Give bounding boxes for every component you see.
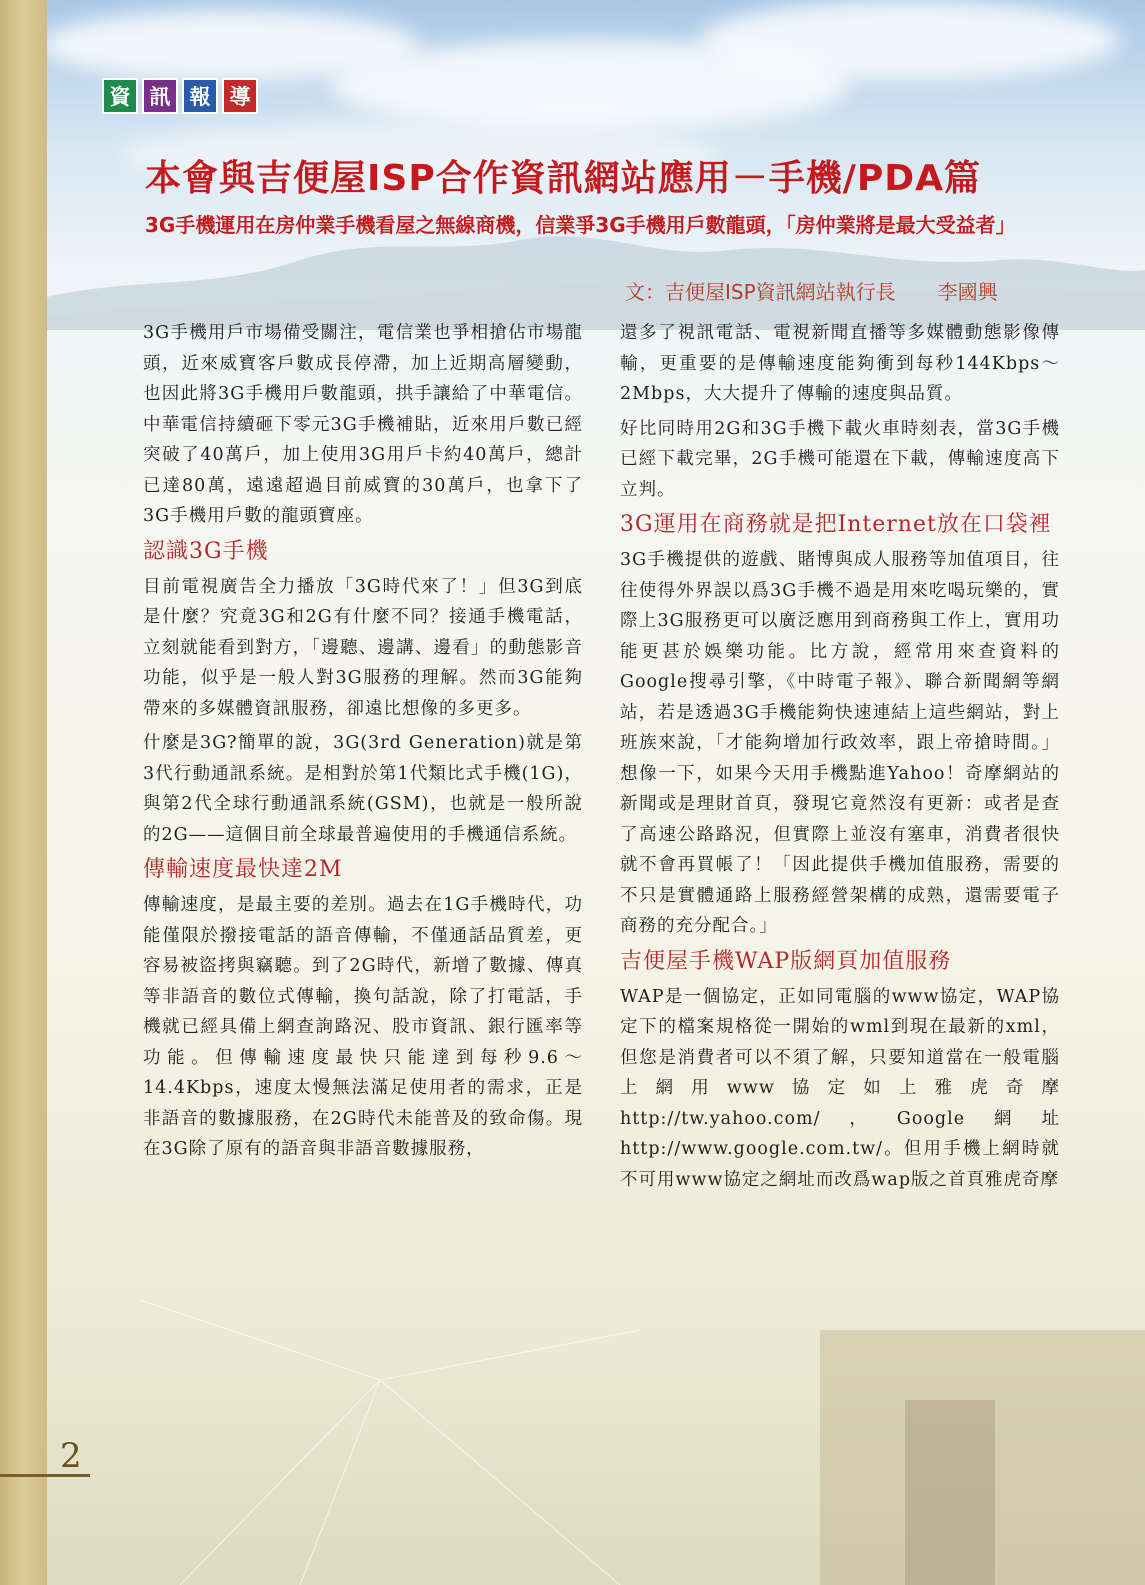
article-subtitle: 3G手機運用在房仲業手機看屋之無線商機，信業爭3G手機用戶數龍頭，「房仲業將是最大受益者」 <box>145 213 1016 237</box>
section-tag-4: 導 <box>222 78 258 114</box>
byline-label: 文：吉便屋ISP資訊網站執行長 <box>625 280 896 304</box>
right-column <box>620 318 1060 1199</box>
section-heading: 吉便屋手機WAP版網頁加值服務 <box>620 948 952 974</box>
paragraph: 3G手機用戶市場備受關注，電信業也爭相搶佔市場龍頭，近來威寶客戶數成長停滯，加上近期高層變動，也因此將3G手機用戶數龍頭，拱手讓給了中華電信。中華電信持續砸下零元3G手機補貼，近來用戶數已經突破了40萬戶，加上使用3G用戶卡約40萬戶，總計已達80萬，遠遠超過目前威寶的30萬戶，也拿下了3G手機用戶數的龍頭寶座。 <box>143 323 583 526</box>
paragraph: 還多了視訊電話、電視新聞直播等多媒體動態影像傳輸，更重要的是傳輸速度能夠衝到每秒144Kbps～2Mbps，大大提升了傳輸的速度與品質。 <box>620 323 1060 404</box>
section-heading: 認識3G手機 <box>143 538 269 564</box>
paragraph: 3G手機提供的遊戲、賭博與成人服務等加值項目，往往使得外界誤以爲3G手機不過是用來吃喝玩樂的，實際上3G服務更可以廣泛應用到商務與工作上，實用功能更甚於娛樂功能。比方說，經常用來查資料的Google搜尋引擎，《中時電子報》、聯合新聞網等網站，若是透過3G手機能夠快速連結上這些網站，對上班族來說，「才能夠增加行政效率，跟上帝搶時間。」想像一下，如果今天用手機點進Yahoo！奇摩網站的新聞或是理財首頁，發現它竟然沒有更新：或者是查了高速公路路況，但實際上並沒有塞車，消費者很快就不會再買帳了！「因此提供手機加值服務，需要的不只是實體通路上服務經營架構的成熟，還需要電子商務的充分配合。」 <box>620 550 1060 936</box>
article-title: 本會與吉便屋ISP合作資訊網站應用－手機/PDA篇 <box>145 158 981 199</box>
byline-author: 李國興 <box>937 280 998 304</box>
paragraph: WAP是一個協定，正如同電腦的www協定，WAP協定下的檔案規格從一開始的wml到現在最新的xml，但您是消費者可以不須了解，只要知道當在一般電腦上網用www協定如上雅虎奇摩http://tw.yahoo.com/，Google網址http://www.google.com.tw/。但用手機上網時就不可用www協定之網址而改爲wap版之首頁雅虎奇摩 <box>620 986 1060 1190</box>
paragraph: 好比同時用2G和3G手機下載火車時刻表，當3G手機已經下載完畢，2G手機可能還在下載，傳輸速度高下立判。 <box>620 418 1060 500</box>
section-tags <box>102 78 258 114</box>
paragraph: 目前電視廣告全力播放「3G時代來了！」但3G到底是什麼？究竟3G和2G有什麼不同？接通手機電話，立刻就能看到對方，「邊聽、邊講、邊看」的動態影音功能，似乎是一般人對3G服務的理解。然而3G能夠帶來的多媒體資訊服務，卻遠比想像的多更多。 <box>143 576 583 719</box>
section-tag-3: 報 <box>182 78 218 114</box>
section-tag-2: 訊 <box>142 78 178 114</box>
section-heading: 3G運用在商務就是把Internet放在口袋裡 <box>620 512 1052 537</box>
section-tag-1: 資 <box>102 78 138 114</box>
page-number: 2 <box>60 1436 82 1476</box>
paragraph: 什麼是3G?簡單的說，3G(3rd Generation)就是第3代行動通訊系統。是相對於第1代類比式手機(1G)，與第2代全球行動通訊系統(GSM)，也就是一般所說的2G——這個目前全球最普遍使用的手機通信系統。 <box>143 733 583 845</box>
paragraph: 傳輸速度，是最主要的差別。過去在1G手機時代，功能僅限於撥接電話的語音傳輸，不僅通話品質差，更容易被盜拷與竊聽。到了2G時代，新增了數據、傳真等非語音的數位式傳輸，換句話說，除了打電話，手機就已經具備上網查詢路況、股市資訊、銀行匯率等功能。但傳輸速度最快只能達到每秒9.6～ 14.4Kbps，速度太慢無法滿足使用者的需求，正是非語音的數據服務，在2G時代未能普及的致命傷。現在3G除了原有的語音與非語音數據服務， <box>143 895 583 1159</box>
cloud-decoration <box>700 0 1120 80</box>
left-column <box>143 318 583 1169</box>
byline <box>625 276 1065 305</box>
left-gold-bar <box>0 0 47 1585</box>
section-heading: 傳輸速度最快達2M <box>143 857 343 882</box>
